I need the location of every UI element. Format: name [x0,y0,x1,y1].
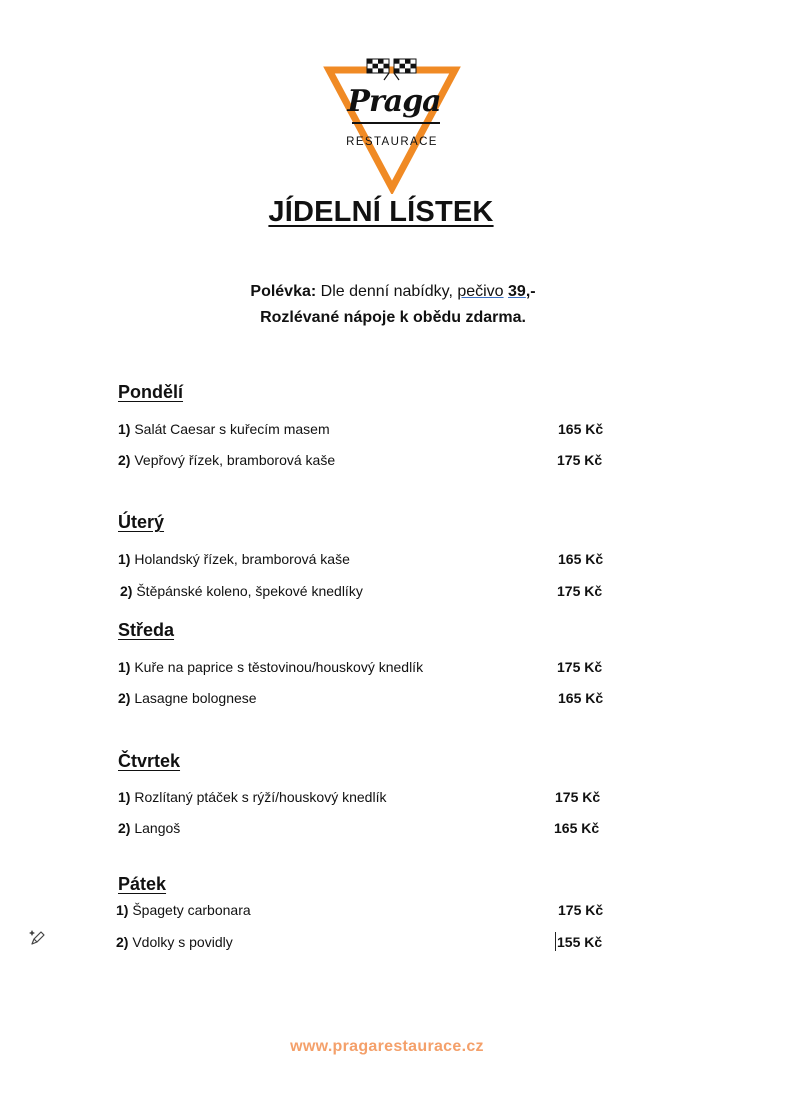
logo-brand-text: Praga [347,84,441,119]
item-number: 2) [116,934,129,950]
logo-underline [352,122,440,124]
item-number: 1) [118,421,131,437]
restaurant-logo [322,56,462,194]
item-dish: Kuře na paprice s těstovinou/houskový knedlík [130,659,424,675]
day-heading-thursday: Čtvrtek [118,751,181,771]
menu-item [120,583,363,599]
item-dish: Špagety carbonara [128,902,251,918]
price-suffix: ,- [525,283,536,300]
item-number: 2) [120,583,133,599]
soup-line [0,283,786,301]
drinks-note: Rozlévané nápoje k obědu zdarma. [260,309,526,326]
menu-item [118,659,423,675]
item-number: 1) [118,659,131,675]
day-heading-tuesday: Úterý [118,512,165,532]
menu-item [118,452,335,468]
logo-graphic [322,56,462,194]
page-title: JÍDELNÍ LÍSTEK [268,196,494,228]
day-heading-friday: Pátek [118,874,167,894]
item-number: 2) [118,690,131,706]
pecivo-label: pečivo [457,283,504,300]
item-dish: Salát Caesar s kuřecím masem [130,421,330,437]
menu-item [116,902,251,918]
day-heading-wednesday: Středa [118,620,175,640]
soup-label: Polévka: [250,283,317,300]
pecivo-price: 39 [508,283,526,300]
menu-item [118,820,180,836]
item-number: 1) [118,551,131,567]
item-price: 165 Kč [558,551,604,567]
item-dish: Štěpánské koleno, špekové knedlíky [132,583,363,599]
item-dish: Lasagne bolognese [130,690,257,706]
menu-item [118,789,386,805]
menu-item [118,421,330,437]
item-dish: Rozlítaný ptáček s rýží/houskový knedlík [130,789,387,805]
day-heading-monday: Pondělí [118,382,184,402]
item-dish: Langoš [130,820,181,836]
menu-item [118,690,257,706]
item-price: 175 Kč [557,452,603,468]
item-dish: Vepřový řízek, bramborová kaše [130,452,336,468]
item-price: 165 Kč [554,820,600,836]
menu-item [118,551,350,567]
item-number: 2) [118,820,131,836]
logo-subtitle: RESTAURACE [346,136,438,148]
item-dish: Vdolky s povidly [128,934,233,950]
item-price: 175 Kč [558,902,604,918]
item-price: 165 Kč [558,690,604,706]
item-price: 175 Kč [557,583,603,599]
website-footer[interactable]: www.pragarestaurace.cz [290,1038,484,1055]
item-price: 165 Kč [558,421,604,437]
item-number: 2) [118,452,131,468]
item-number: 1) [118,789,131,805]
item-price: 175 Kč [557,659,603,675]
menu-item [116,934,233,950]
item-price: 155 Kč [557,934,603,950]
text-cursor [555,932,556,951]
soup-text: Dle denní nabídky, [316,283,458,300]
item-number: 1) [116,902,129,918]
item-price: 175 Kč [555,789,601,805]
item-dish: Holandský řízek, bramborová kaše [130,551,350,567]
pen-sparkle-icon[interactable] [28,928,48,953]
